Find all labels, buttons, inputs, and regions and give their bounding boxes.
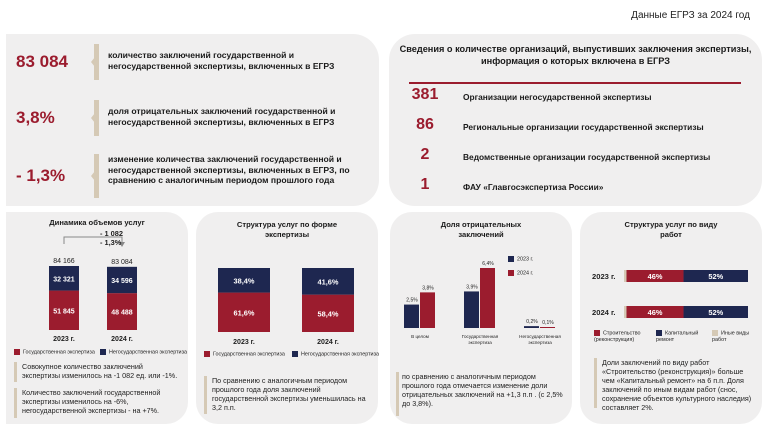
category-label-0: 2023 г. (53, 336, 75, 343)
bar-0-0 (404, 305, 419, 328)
chart-note: Количество заключений государственной экспертизы изменилось на -6%, негосударственной экспертизы - на +7%. (22, 388, 161, 415)
category-label-0: В целом (411, 334, 429, 339)
legend-label: 2024 г. (517, 270, 534, 277)
chart-note: Доли заключений по виду работ «Строительство (реконструкция)» больше чем «Капитальный ремонт» на 6 п.п. Доля заключений по иным видам работ (снос, сохранение объектов культурного наследия) составляет 2%. (602, 358, 752, 412)
data-label-1-1: 6,4% (482, 261, 494, 267)
note-marker (594, 358, 597, 408)
legend-swatch (712, 330, 718, 336)
legend-swatch (204, 351, 210, 357)
category-label-2: экспертиза (528, 340, 552, 345)
volume-dynamics-chart (6, 228, 188, 348)
category-label-0: 2023 г. (592, 272, 616, 281)
org-label: Ведомственные организации государственной экспертизы (463, 152, 711, 162)
kpi-description: количество заключений государственной и негосударственной экспертизы, включенных в ЕГРЗ (108, 50, 335, 71)
org-count: 381 (411, 86, 439, 103)
data-label-0-2: 0,2% (526, 319, 538, 326)
data-label-1-0: 52% (708, 272, 724, 281)
legend-swatch (100, 349, 106, 355)
legend-item-gov (204, 351, 285, 357)
kpi-divider (94, 154, 99, 198)
data-label-1-1: 52% (708, 308, 724, 317)
negative-share-chart (390, 252, 572, 362)
legend-swatch (14, 349, 20, 355)
legend-item-other (712, 330, 758, 343)
structure-work-card (580, 212, 762, 424)
structure-form-card (196, 212, 378, 424)
page-header: Данные ЕГРЗ за 2024 год (631, 10, 750, 21)
legend-item-gov (14, 349, 95, 355)
note-marker (204, 376, 207, 414)
data-label-0-1: 3,9% (466, 284, 478, 291)
volume-dynamics-card (6, 212, 188, 424)
kpi-value: - 1,3% (16, 166, 66, 185)
orgs-title: Сведения о количестве организаций, выпустивших заключения экспертизы, информация о которых включена в ЕГРЗ (399, 44, 752, 66)
data-label-0-0: 46% (647, 272, 663, 281)
kpi-description: изменение количества заключений государственной и негосударственной экспертизы, включенных в ЕГРЗ, по сравнению с аналогичным периодом прошлого года (108, 154, 350, 186)
data-label-gov-0: 61,6% (233, 308, 255, 318)
bar-seg-2-1 (624, 306, 626, 318)
category-label-1: 2024 г. (111, 336, 133, 343)
orgs-panel (389, 34, 762, 206)
data-label-1-2: 0,1% (542, 320, 554, 326)
org-label: Региональные организации государственной экспертизы (463, 122, 704, 132)
bar-0-1 (464, 291, 479, 328)
legend-swatch (292, 351, 298, 357)
org-row (389, 176, 762, 200)
org-label: Организации негосударственной экспертизы (463, 92, 652, 102)
data-label-gov-0: 51 845 (53, 308, 75, 316)
data-label-0-0: 2,5% (406, 297, 418, 304)
category-label-1: Государственная (461, 334, 499, 339)
data-label-0-1: 46% (647, 308, 663, 317)
legend-item-repair (656, 330, 708, 343)
data-label-gov-1: 58,4% (317, 309, 339, 319)
category-label-1: 2024 г. (592, 308, 616, 317)
change-abs-label: - 1 082 (100, 229, 124, 238)
negative-share-card (390, 212, 572, 424)
kpi-row-negative-share (6, 94, 379, 142)
bar-1-0 (420, 292, 435, 328)
chart-title: Структура услуг по виду работ (624, 220, 718, 239)
kpi-description: доля отрицательных заключений государственной и негосударственной экспертизы, включенных в ЕГРЗ (108, 106, 336, 127)
note-marker (396, 372, 399, 416)
chart-legend (204, 351, 380, 361)
category-label-0: 2023 г. (233, 339, 255, 346)
legend-label: Негосударственная экспертиза (109, 349, 188, 356)
legend-label: Строительство (реконструкция) (594, 330, 641, 343)
chart-note: По сравнению с аналогичным периодом прошлого года доля заключений государственной экспертизы уменьшилась на 3,2 п.п. (212, 376, 366, 412)
chart-legend (14, 349, 190, 359)
legend-label: Капитальный ремонт (656, 330, 699, 343)
legend-item-construction (594, 330, 652, 343)
org-row (389, 146, 762, 170)
data-label-nongov-0: 32 321 (53, 276, 75, 284)
kpi-panel (6, 34, 379, 206)
data-label-nongov-1: 41,6% (317, 277, 339, 287)
org-row (389, 86, 762, 110)
legend-label: Государственная экспертиза (213, 351, 285, 358)
note-marker (14, 388, 17, 418)
chart-title: Структура услуг по форме экспертизы (236, 220, 338, 239)
kpi-value: 3,8% (16, 108, 55, 127)
data-label-nongov-0: 38,4% (233, 276, 255, 286)
structure-form-chart (196, 248, 378, 358)
kpi-divider (94, 100, 99, 136)
orgs-title-underline (409, 82, 741, 84)
category-label-1: 2024 г. (317, 339, 339, 346)
legend-label: Иные виды работ (712, 330, 750, 343)
legend-label: Государственная экспертиза (23, 349, 95, 356)
org-row (389, 116, 762, 140)
bar-1-1 (480, 268, 495, 328)
category-label-1: экспертиза (468, 340, 492, 345)
total-label-1: 83 084 (111, 258, 133, 266)
legend-item-nongov (100, 349, 187, 355)
data-label-gov-1: 48 488 (111, 309, 133, 317)
note-marker (14, 362, 17, 382)
data-label-nongov-1: 34 596 (111, 277, 133, 285)
legend-label: Негосударственная экспертиза (301, 351, 380, 358)
chart-legend (594, 330, 760, 350)
kpi-divider (94, 44, 99, 80)
org-count: 1 (420, 176, 430, 193)
chart-note: по сравнению с аналогичным периодом прошлого года отмечается изменение доли отрицательных заключений на +1,3 п.п . (с 2,5% до 3,8%). (402, 372, 563, 408)
category-label-2: Негосударственная (519, 334, 561, 339)
legend-label: 2023 г. (517, 256, 534, 263)
legend-item-nongov (292, 351, 379, 357)
chart-note: Совокупное количество заключений экспертизы изменилось на -1 082 ед. или -1%. (22, 362, 178, 380)
change-pct-label: - 1,3% (100, 238, 122, 247)
bar-seg-2-0 (624, 270, 626, 282)
legend-swatch (594, 330, 600, 336)
data-label-1-0: 3,8% (422, 285, 434, 292)
legend-swatch (656, 330, 662, 336)
kpi-row-change (6, 148, 379, 204)
kpi-value: 83 084 (16, 52, 68, 71)
org-count: 2 (420, 146, 430, 163)
kpi-row-total (6, 38, 379, 86)
chart-title: Динамика объемов услуг (49, 218, 145, 227)
chart-title: Доля отрицательных заключений (440, 220, 522, 239)
org-count: 86 (416, 116, 434, 133)
total-label-0: 84 166 (53, 258, 75, 265)
bar-0-2 (524, 326, 539, 328)
bar-1-2 (540, 327, 555, 328)
org-label: ФАУ «Главгосэкспертиза России» (463, 182, 604, 192)
